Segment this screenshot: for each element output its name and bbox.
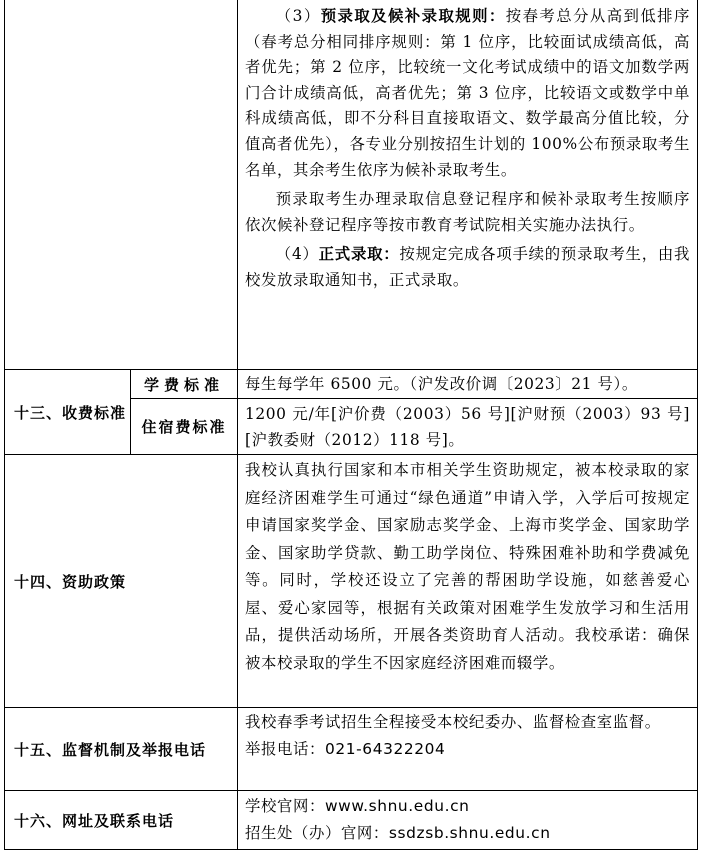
rule-item-4-body: 按规定完成各项手续的预录取考生，由我校发放录取通知书，正式录取。 bbox=[245, 245, 690, 289]
aid-label: 十四、资助政策 bbox=[14, 572, 127, 591]
rule-item-3-title: 预录取及候补录取规则： bbox=[320, 7, 506, 25]
report-phone: 021-64322204 bbox=[324, 739, 446, 758]
report-phone-label: 举报电话： bbox=[245, 739, 325, 758]
school-site-line bbox=[245, 793, 690, 820]
supervision-label: 十五、监督机制及举报电话 bbox=[14, 740, 207, 759]
lodging-value: 1200 元/年[沪价费（2003）56 号][沪财预（2003）93 号][沪教委财（2012）118 号]。 bbox=[245, 405, 690, 449]
table-border-left bbox=[4, 0, 5, 850]
supervision-cell bbox=[245, 710, 690, 761]
rule-paragraph: 预录取考生办理录取信息登记程序和候补录取考生按顺序依次候补登记程序等按市教育考试院相关实施办法执行。 bbox=[245, 190, 690, 234]
office-site-line bbox=[245, 820, 690, 847]
table-border-bottom bbox=[4, 849, 698, 850]
report-phone-line bbox=[245, 737, 690, 762]
rule-item-4 bbox=[245, 242, 690, 293]
office-site-link[interactable]: ssdzsb.shnu.edu.cn bbox=[388, 824, 551, 842]
aid-text: 我校认真执行国家和本市相关学生资助规定，被本校录取的家庭经济困难学生可通过“绿色通道”申请入学，入学后可按规定申请国家奖学金、国家励志奖学金、上海市奖学金、国家助学金、国家助学贷款、勤工助学岗位、特殊困难补助和学费减免等。同时，学校还设立了完善的帮困助学设施，如慈善爱心屋、爱心家园等，根据有关政策对困难学生发放学习和生活用品，提供活动场所，开展各类资助育人活动。我校承诺：确保被本校录取的学生不因家庭经济困难而辍学。 bbox=[245, 461, 690, 672]
tuition-label: 学费标准 bbox=[143, 375, 224, 394]
rule-item-4-number: （4） bbox=[275, 245, 319, 264]
lodging-label: 住宿费标准 bbox=[141, 418, 227, 436]
rule-item-3-number: （3） bbox=[275, 7, 321, 25]
column-divider bbox=[237, 0, 238, 850]
contact-label: 十六、网址及联系电话 bbox=[14, 811, 175, 830]
contact-cell bbox=[245, 793, 690, 847]
tuition-value: 每生每学年 6500 元。（沪发改价调〔2023〕21 号）。 bbox=[245, 375, 638, 393]
admission-rules-cell bbox=[245, 4, 690, 294]
table-border-right bbox=[697, 0, 698, 850]
rule-item-4-title: 正式录取： bbox=[318, 245, 400, 264]
rule-item-3 bbox=[245, 4, 690, 183]
rule-item-3-body: 按春考总分从高到低排序（春考总分相同排序规则：第 1 位序，比较面试成绩高低，高者优先；第 2 位序，比较统一文化考试成绩中的语文加数学两门合计成绩高低，高者优先；第 3 位序，比较语文或数学中单科成绩高低，即不分科目直接取语文、数学最高分值比较，分值高者优先），各专业分别按招生计划的 100%公布预录取考生名单，其余考生依序为候补录取考生。 bbox=[245, 7, 691, 179]
fees-label: 十三、收费标准 bbox=[14, 403, 127, 422]
supervision-text: 我校春季考试招生全程接受本校纪委办、监督检查室监督。 bbox=[245, 713, 661, 731]
school-site-link[interactable]: www.shnu.edu.cn bbox=[324, 797, 470, 815]
school-site-label: 学校官网： bbox=[245, 797, 325, 815]
office-site-label: 招生处（办）官网： bbox=[245, 824, 389, 842]
